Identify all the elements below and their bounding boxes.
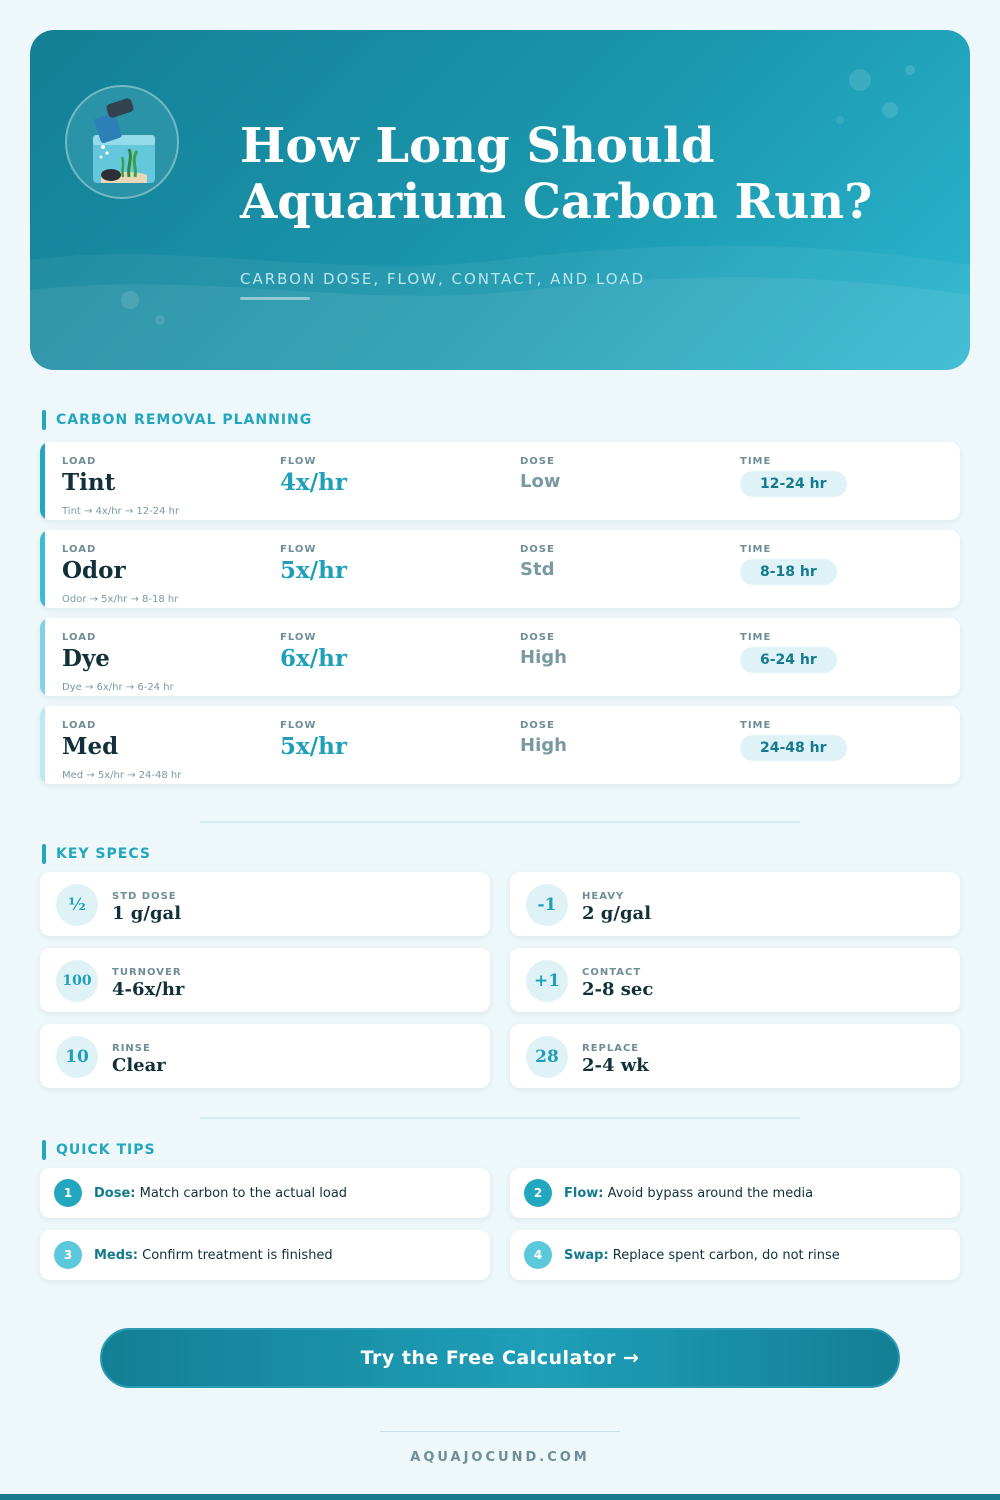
plan-flow-cell: [280, 544, 347, 584]
tip-keyword: Meds:: [94, 1247, 138, 1263]
specs-section-heading: [42, 844, 151, 864]
page-subtitle: CARBON DOSE, FLOW, CONTACT, AND LOAD: [240, 270, 646, 288]
tip-keyword: Dose:: [94, 1185, 136, 1201]
tip-text: [564, 1186, 813, 1201]
plan-load-cell: [62, 720, 118, 760]
load-label: LOAD: [62, 632, 97, 643]
dose-value: High: [520, 735, 567, 756]
row-accent-bar: [40, 706, 45, 784]
free-calculator-button[interactable]: [100, 1328, 900, 1388]
spec-label: REPLACE: [582, 1043, 640, 1054]
time-label: TIME: [740, 632, 772, 643]
spec-badge: 100: [56, 960, 98, 1002]
dose-label: DOSE: [520, 632, 555, 643]
heading-accent-bar: [42, 844, 46, 864]
time-value: 8-18 hr: [740, 559, 837, 585]
dose-value: Std: [520, 559, 555, 580]
footer-site-link[interactable]: AQUAJOCUND.COM: [410, 1450, 590, 1465]
tips-section-heading: [42, 1140, 156, 1160]
plan-time-cell: [740, 544, 837, 585]
spec-badge: 10: [56, 1036, 98, 1078]
tip-text: [564, 1248, 840, 1263]
dose-label: DOSE: [520, 544, 555, 555]
spec-label: RINSE: [112, 1043, 151, 1054]
plan-row: [40, 618, 960, 696]
cta-label: Try the Free Calculator →: [360, 1347, 640, 1369]
time-label: TIME: [740, 544, 772, 555]
plan-time-cell: [740, 632, 837, 673]
spec-badge: +1: [526, 960, 568, 1002]
specs-heading-text: KEY SPECS: [56, 846, 151, 862]
tip-text: [94, 1186, 347, 1201]
tip-number-badge: 1: [54, 1179, 82, 1207]
dose-label: DOSE: [520, 456, 555, 467]
flow-label: FLOW: [280, 720, 317, 731]
spec-card: [510, 872, 960, 936]
tips-heading-text: QUICK TIPS: [56, 1142, 156, 1158]
tip-keyword: Swap:: [564, 1247, 609, 1263]
flow-value: 6x/hr: [280, 645, 347, 672]
spec-badge: 28: [526, 1036, 568, 1078]
plan-summary-note: Tint → 4x/hr → 12-24 hr: [62, 506, 180, 517]
time-value: 24-48 hr: [740, 735, 847, 761]
tip-number-badge: 3: [54, 1241, 82, 1269]
planning-heading-text: CARBON REMOVAL PLANNING: [56, 412, 313, 428]
spec-label: CONTACT: [582, 967, 642, 978]
flow-label: FLOW: [280, 632, 317, 643]
plan-flow-cell: [280, 632, 347, 672]
tip-body: Match carbon to the actual load: [139, 1185, 348, 1201]
plan-dose-cell: [520, 632, 567, 668]
aquarium-carbon-icon: [65, 85, 179, 199]
spec-value: Clear: [112, 1055, 166, 1076]
load-label: LOAD: [62, 456, 97, 467]
plan-flow-cell: [280, 720, 347, 760]
row-accent-bar: [40, 618, 45, 696]
spec-badge: ½: [56, 884, 98, 926]
flow-value: 4x/hr: [280, 469, 347, 496]
load-value: Tint: [62, 469, 116, 496]
time-label: TIME: [740, 720, 772, 731]
hero-banner: [30, 30, 970, 370]
heading-accent-bar: [42, 410, 46, 430]
footer-divider: [380, 1431, 620, 1432]
tip-number-badge: 2: [524, 1179, 552, 1207]
time-label: TIME: [740, 456, 772, 467]
tip-card: [510, 1230, 960, 1280]
bottom-accent-bar: [0, 1494, 1000, 1500]
spec-card: [40, 1024, 490, 1088]
plan-dose-cell: [520, 720, 567, 756]
tip-body: Avoid bypass around the media: [607, 1185, 814, 1201]
flow-label: FLOW: [280, 456, 317, 467]
plan-summary-note: Dye → 6x/hr → 6-24 hr: [62, 682, 174, 693]
plan-time-cell: [740, 456, 847, 497]
spec-card: [40, 872, 490, 936]
tip-card: [510, 1168, 960, 1218]
tip-number-badge: 4: [524, 1241, 552, 1269]
tip-body: Confirm treatment is finished: [142, 1247, 333, 1263]
load-value: Dye: [62, 645, 110, 672]
plan-load-cell: [62, 544, 126, 584]
spec-badge: -1: [526, 884, 568, 926]
plan-row: [40, 706, 960, 784]
dose-value: High: [520, 647, 567, 668]
heading-accent-bar: [42, 1140, 46, 1160]
tip-body: Replace spent carbon, do not rinse: [612, 1247, 840, 1263]
load-value: Odor: [62, 557, 126, 584]
row-accent-bar: [40, 530, 45, 608]
load-label: LOAD: [62, 720, 97, 731]
flow-label: FLOW: [280, 544, 317, 555]
tip-text: [94, 1248, 333, 1263]
spec-value: 4-6x/hr: [112, 979, 185, 1000]
plan-flow-cell: [280, 456, 347, 496]
plan-summary-note: Odor → 5x/hr → 8-18 hr: [62, 594, 179, 605]
dose-label: DOSE: [520, 720, 555, 731]
load-label: LOAD: [62, 544, 97, 555]
spec-label: STD DOSE: [112, 891, 177, 902]
spec-value: 2-4 wk: [582, 1055, 649, 1076]
spec-value: 1 g/gal: [112, 903, 182, 924]
page-title: How Long Should Aquarium Carbon Run?: [240, 118, 873, 230]
tip-card: [40, 1230, 490, 1280]
dose-value: Low: [520, 471, 561, 492]
spec-card: [40, 948, 490, 1012]
load-value: Med: [62, 733, 119, 760]
plan-dose-cell: [520, 456, 560, 492]
plan-row: [40, 530, 960, 608]
spec-card: [510, 1024, 960, 1088]
subtitle-underline: [240, 297, 310, 300]
tip-keyword: Flow:: [564, 1185, 604, 1201]
spec-value: 2 g/gal: [582, 903, 652, 924]
plan-time-cell: [740, 720, 847, 761]
time-value: 6-24 hr: [740, 647, 837, 673]
tip-card: [40, 1168, 490, 1218]
planning-section-heading: [42, 410, 312, 430]
row-accent-bar: [40, 442, 45, 520]
spec-card: [510, 948, 960, 1012]
flow-value: 5x/hr: [280, 557, 347, 584]
spec-value: 2-8 sec: [582, 979, 654, 1000]
spec-label: TURNOVER: [112, 967, 182, 978]
section-divider: [200, 821, 800, 823]
section-divider: [200, 1117, 800, 1119]
plan-load-cell: [62, 456, 115, 496]
flow-value: 5x/hr: [280, 733, 347, 760]
plan-dose-cell: [520, 544, 555, 580]
time-value: 12-24 hr: [740, 471, 847, 497]
plan-row: [40, 442, 960, 520]
spec-label: HEAVY: [582, 891, 625, 902]
plan-load-cell: [62, 632, 110, 672]
plan-summary-note: Med → 5x/hr → 24-48 hr: [62, 770, 182, 781]
